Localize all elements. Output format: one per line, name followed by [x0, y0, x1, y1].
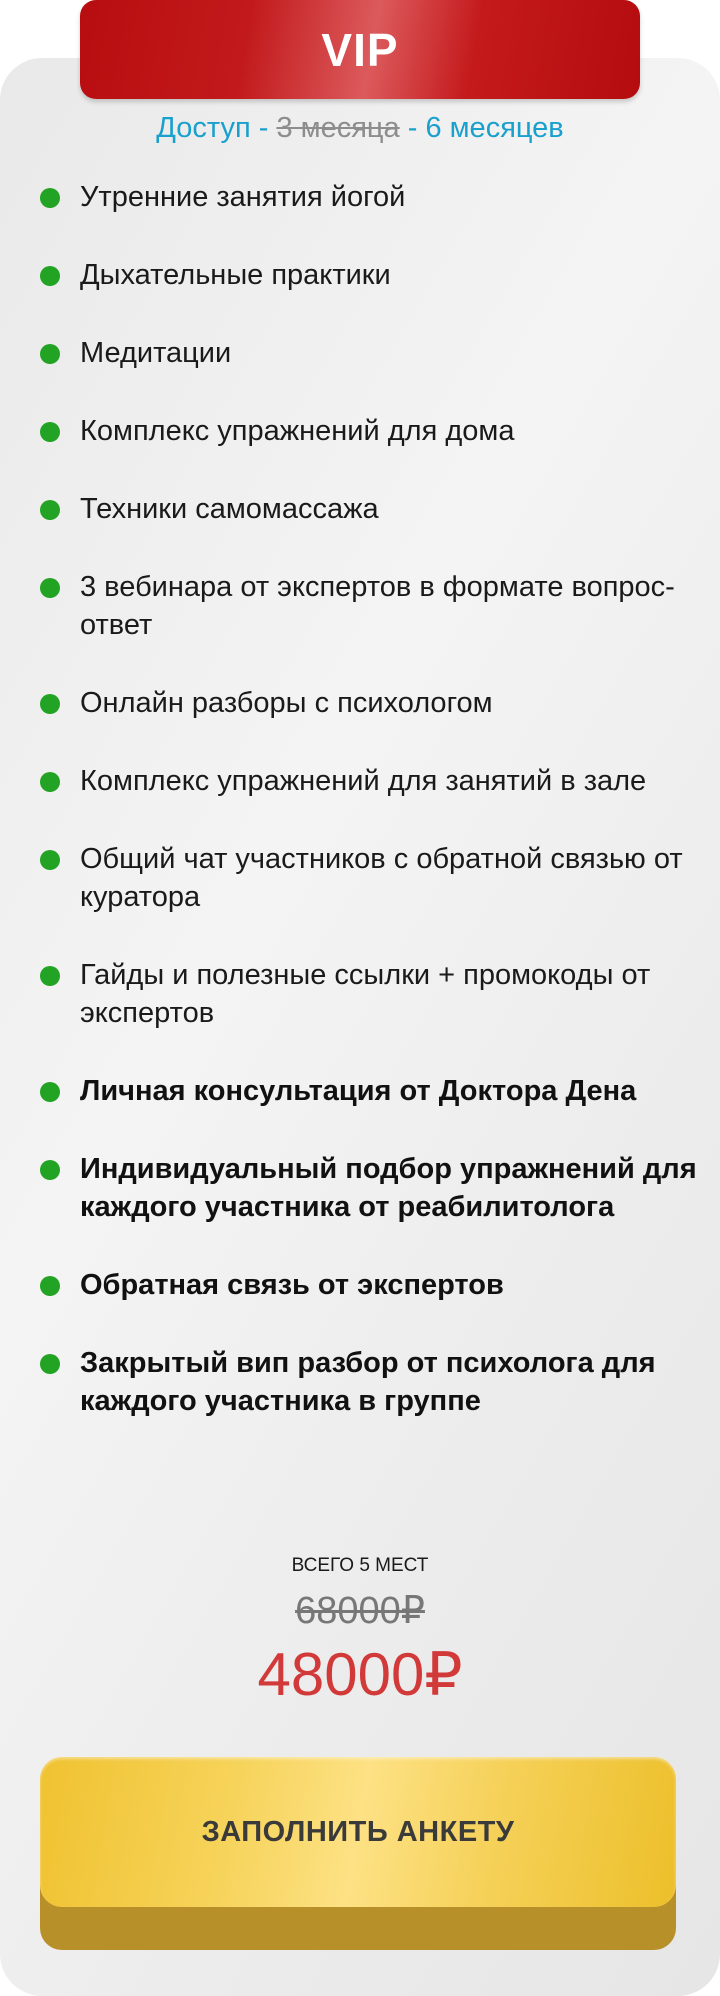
new-price: 48000₽ [257, 1641, 463, 1708]
green-dot-icon [40, 694, 60, 714]
fill-form-button-label: ЗАПОЛНИТЬ АНКЕТУ [201, 1815, 515, 1848]
green-dot-icon [40, 850, 60, 870]
green-dot-icon [40, 500, 60, 520]
green-dot-icon [40, 772, 60, 792]
vip-banner [80, 0, 640, 99]
green-dot-icon [40, 1276, 60, 1296]
feature-text: 3 вебинара от экспертов в формате вопрос-ответ [80, 571, 675, 641]
feature-text: Комплекс упражнений для дома [80, 415, 515, 447]
feature-text: Обратная связь от экспертов [80, 1269, 504, 1301]
feature-text: Техники самомассажа [80, 493, 379, 525]
green-dot-icon [40, 188, 60, 208]
feature-item [0, 1266, 720, 1304]
feature-text: Личная консультация от Доктора Дена [80, 1075, 637, 1107]
access-prefix: Доступ - [156, 112, 277, 144]
feature-text: Общий чат участников с обратной связью от куратора [80, 843, 683, 913]
green-dot-icon [40, 966, 60, 986]
green-dot-icon [40, 1160, 60, 1180]
feature-item [0, 1344, 720, 1420]
access-old-duration: 3 месяца [276, 112, 400, 144]
access-separator: - [399, 112, 426, 144]
feature-text: Гайды и полезные ссылки + промокоды от экспертов [80, 959, 651, 1029]
access-new-duration: 6 месяцев [425, 112, 564, 144]
feature-text: Медитации [80, 337, 232, 369]
feature-item [0, 490, 720, 528]
feature-item [0, 178, 720, 216]
green-dot-icon [40, 1354, 60, 1374]
green-dot-icon [40, 1082, 60, 1102]
access-duration [0, 112, 720, 145]
feature-item [0, 762, 720, 800]
seats-count: ВСЕГО 5 МЕСТ [291, 1555, 429, 1576]
feature-item [0, 684, 720, 722]
green-dot-icon [40, 578, 60, 598]
feature-item [0, 256, 720, 294]
green-dot-icon [40, 266, 60, 286]
green-dot-icon [40, 344, 60, 364]
feature-item [0, 568, 720, 644]
feature-text: Индивидуальный подбор упражнений для каждого участника от реабилитолога [80, 1153, 697, 1223]
feature-item [0, 840, 720, 916]
feature-item [0, 956, 720, 1032]
feature-item [0, 1150, 720, 1226]
feature-text: Комплекс упражнений для занятий в зале [80, 765, 647, 797]
feature-item [0, 412, 720, 450]
feature-item [0, 1072, 720, 1110]
fill-form-button[interactable] [40, 1757, 676, 1907]
plan-title: VIP [321, 23, 399, 76]
feature-text: Утренние занятия йогой [80, 181, 406, 213]
feature-list [0, 178, 720, 1460]
feature-text: Дыхательные практики [80, 259, 391, 291]
feature-text: Закрытый вип разбор от психолога для каждого участника в группе [80, 1347, 656, 1417]
old-price: 68000₽ [295, 1590, 425, 1632]
feature-item [0, 334, 720, 372]
feature-text: Онлайн разборы с психологом [80, 687, 493, 719]
green-dot-icon [40, 422, 60, 442]
